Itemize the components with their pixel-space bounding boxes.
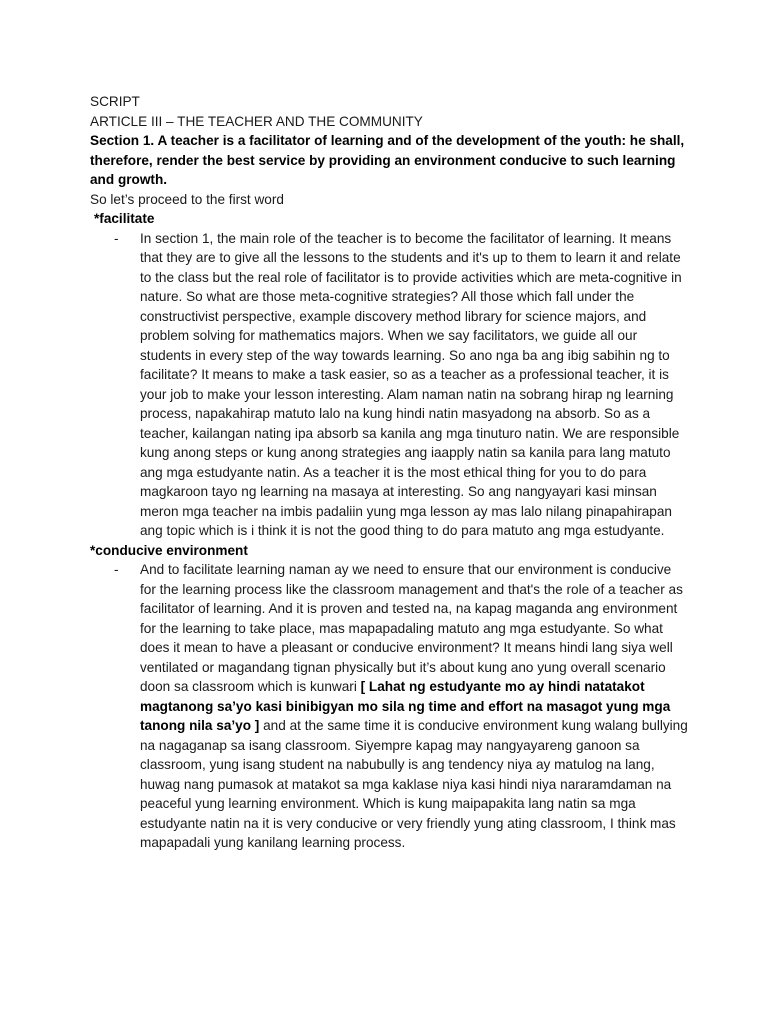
intro-line: So let’s proceed to the first word [90,191,284,207]
script-label: SCRIPT [90,94,140,109]
bullet-dash: - [114,562,119,577]
facilitate-paragraph: In section 1, the main role of the teacher is to become the facilitator of learning. It means that they are to give all the lessons to the students and it's up to them to learn it and relate to the class but the real role of facilitator is to provide activities which are meta-cognitive in nature. So what are those meta-cognitive strategies? All those which fall under the constructivist perspective, example discovery method library for science majors, and problem solving for mathematics majors. When we say facilitators, we guide all our students in every step of the way towards learning. So ano nga ba ang ibig sabihin ng to facilitate? It means to make a task easier, so as a teacher as a professional teacher, it is your job to make your lesson interesting. Alam naman natin na sobrang hirap ng learning process, napakahirap matuto lalo na kung hindi natin masyadong na absorb. So as a teacher, kailangan nating ipa absorb sa kanila ang mga tinuturo natin. We are responsible kung anong steps or kung anong strategies ang iaapply natin sa kanila para lang matuto ang mga estudyante natin. As a teacher it is the most ethical thing for you to do para magkaroon tayo ng learning na masaya at interesting. So ang nangyayari kasi minsan meron mga teacher na imbis padaliin yung mga lesson ay mas lalo nilang pinapahirapan ang topic which is i think it is not the good thing to do para matuto ang mga estudyante. [140,230,682,538]
conducive-text-after: and at the same time it is conducive environment kung walang bullying na nagaganap sa isang classroom. Siyempre kapag may nangyayareng ganoon sa classroom, yung isang student na nabubully is ang tendency niya ay matulog na lang, huwag nang pumasok at matakot sa mga kaklase niya kasi hindi niya nararamdaman na peaceful yung learning environment. Which is kung maipapakita lang natin sa mga estudyante natin na it is very conducive or very friendly yung ating classroom, I think mas mapapadali yung kanilang learning process. [140,718,688,850]
conducive-bold-quote: [ Lahat ng estudyante mo ay hindi natatakot magtanong sa’yo kasi binibigyan mo sila ng time and effort na masagot yung mga tanong nila sa’yo ] [140,679,671,733]
term-facilitate: *facilitate [94,211,155,226]
conducive-text-before: And to facilitate learning naman ay we need to ensure that our environment is conducive for the learning process like the classroom management and that's the role of a teacher as facilitator of learning. And it is proven and tested na, na kapag maganda ang environment for the learning to take place, mas mapapadaling matuto ang mga estudyante. So what does it mean to have a pleasant or conducive environment? It means hindi lang siya well ventilated or magandang tignan physically but it’s about kung ano yung overall scenario doon sa classroom which is kunwari [140,562,683,694]
term-conducive-environment: *conducive environment [90,542,248,558]
list-item [90,229,690,541]
list-item [90,560,690,853]
section-heading: Section 1. A teacher is a facilitator of learning and of the development of the youth: he shall, therefore, render the best service by providing an environment conducive to such learning and growth. [90,133,685,187]
conducive-paragraph [140,560,688,853]
article-title: ARTICLE III – THE TEACHER AND THE COMMUNITY [90,113,423,129]
bullet-dash: - [114,230,119,246]
document-page [90,92,690,853]
